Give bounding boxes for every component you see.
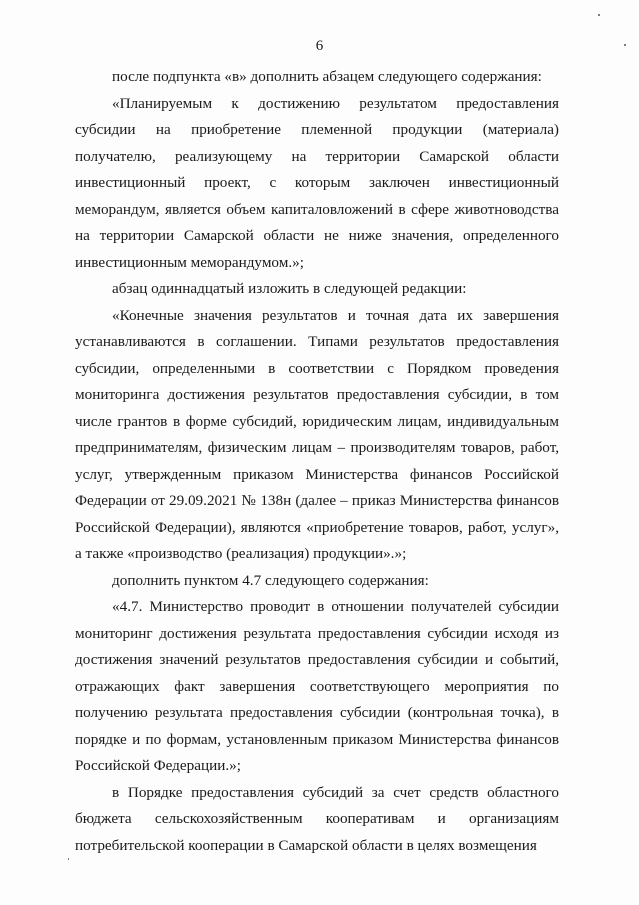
scan-speck	[624, 44, 626, 46]
document-body	[75, 64, 559, 859]
paragraph-6: «4.7. Министерство проводит в отношении получателей субсидии мониторинг достижения результата предоставления субсидии исходя из достижения значений результатов предоставления субсидии и событий, отражающих факт завершения соответствующего мероприятия по получению результата предоставления субсидии (контрольная точка), в порядке и по формам, установленным приказом Министерства финансов Российской Федерации.»;	[75, 598, 559, 774]
paragraph-1: после подпункта «в» дополнить абзацем следующего содержания:	[112, 68, 542, 85]
paragraph-4: «Конечные значения результатов и точная дата их завершения устанавливаются в соглашении. Типами результатов предоставления субсидии, определенными в соответствии с Порядком проведения мониторинга достижения результатов предоставления субсидии, в том числе грантов в форме субсидий, юридическим лицам, индивидуальным предпринимателям, физическим лицам – производителям товаров, работ, услуг, утвержденным приказом Министерства финансов Российской Федерации от 29.09.2021 № 138н (далее – приказ Министерства финансов Российской Федерации), являются «приобретение товаров, работ, услуг», а также «производство (реализация) продукции».»;	[75, 306, 559, 562]
paragraph-7: в Порядке предоставления субсидий за счет средств областного бюджета сельскохозяйственным кооперативам и организациям потребительской кооперации в Самарской области в целях возмещения	[75, 783, 559, 854]
page-number: 6	[315, 38, 324, 54]
paragraph-3: абзац одиннадцатый изложить в следующей редакции:	[112, 280, 467, 297]
scan-speck	[68, 858, 69, 860]
paragraph-2: «Планируемым к достижению результатом предоставления субсидии на приобретение племенной продукции (материала) получателю, реализующему на территории Самарской области инвестиционный проект, с которым заключен инвестиционный меморандум, является объем капиталовложений в сфере животноводства на территории Самарской области не ниже значения, определенного инвестиционным меморандумом.»;	[75, 94, 559, 271]
paragraph-5: дополнить пунктом 4.7 следующего содержания:	[112, 571, 429, 589]
scan-speck	[598, 14, 600, 16]
